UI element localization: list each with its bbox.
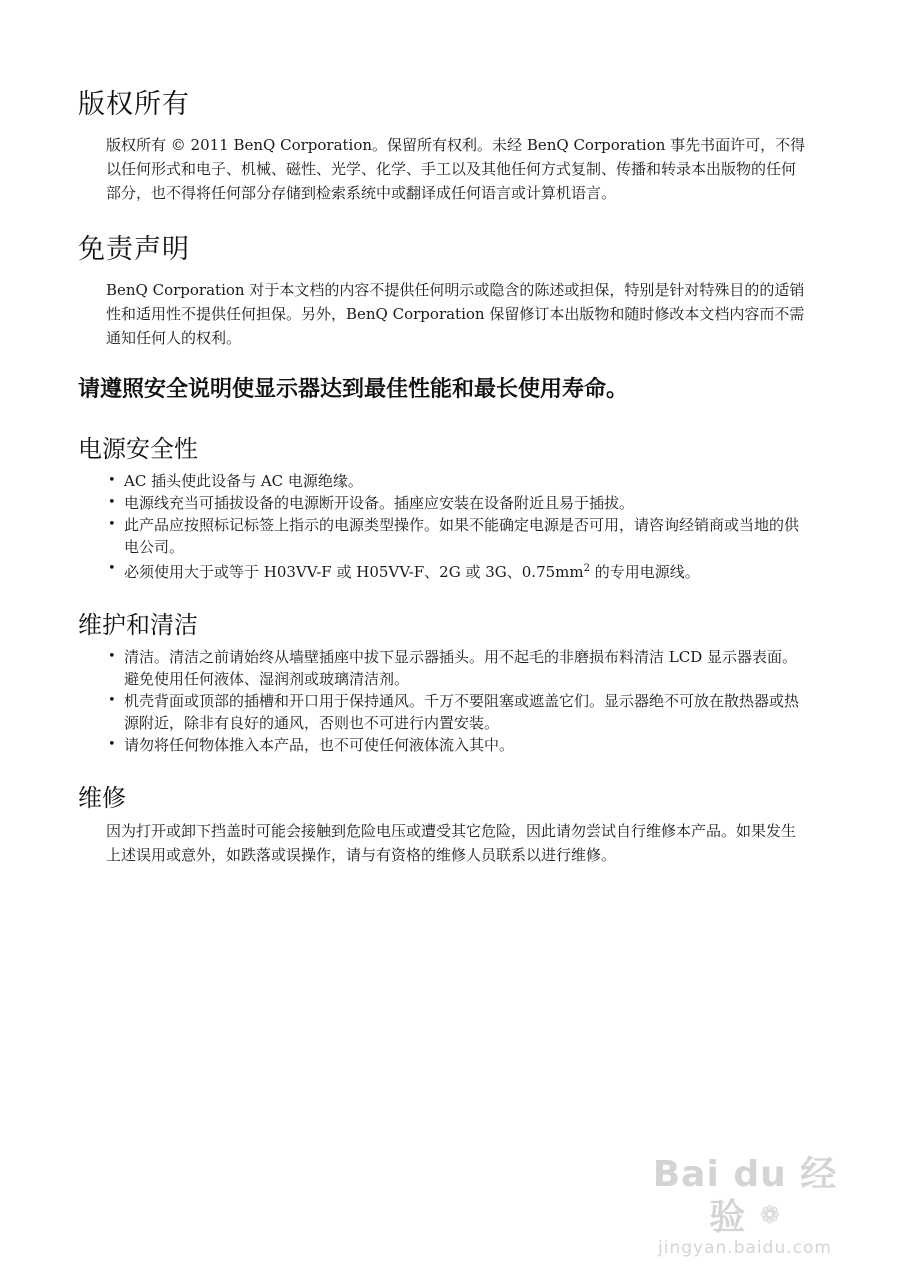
list-item: • 清洁。清洁之前请始终从墙壁插座中拔下显示器插头。用不起毛的非磨损布料清洁 LCD 显示器表面。避免使用任何液体、湿润剂或玻璃清洁剂。 xyxy=(108,646,808,690)
baidu-watermark xyxy=(640,1155,850,1258)
watermark-url: jingyan.baidu.com xyxy=(658,1238,832,1258)
document-page xyxy=(78,82,818,889)
watermark-logo-text: Bai du 经验 xyxy=(652,1154,838,1238)
list-item: • 机壳背面或顶部的插槽和开口用于保持通风。千万不要阻塞或遮盖它们。显示器绝不可放在散热器或热源附近，除非有良好的通风，否则也不可进行内置安装。 xyxy=(108,690,808,734)
paw-icon: ❁ xyxy=(759,1201,781,1229)
list-item: • AC 插头使此设备与 AC 电源绝缘。 xyxy=(108,470,808,492)
copyright-title: 版权所有 xyxy=(78,89,190,120)
list-item: • 请勿将任何物体推入本产品，也不可使任何液体流入其中。 xyxy=(108,734,808,756)
maintenance-list xyxy=(108,646,808,756)
copyright-body: 版权所有 © 2011 BenQ Corporation。保留所有权利。未经 BenQ Corporation 事先书面许可，不得以任何形式和电子、机械、磁性、光学、化学、手工以及其他任何方式复制、传播和转录本出版物的任何部分，也不得将任何部分存储到检索系统中或翻译成任何语言或计算机语言。 xyxy=(106,136,806,202)
list-item-text: 的专用电源线。 xyxy=(589,563,700,581)
repair-title: 维修 xyxy=(78,784,126,812)
superscript: 2 xyxy=(583,563,590,574)
power-safety-list xyxy=(108,470,808,583)
safety-intro: 请遵照安全说明使显示器达到最佳性能和最长使用寿命。 xyxy=(78,377,629,402)
disclaimer-title: 免责声明 xyxy=(78,234,190,265)
watermark-logo xyxy=(640,1155,850,1238)
list-item xyxy=(108,558,808,583)
list-item: • 此产品应按照标记标签上指示的电源类型操作。如果不能确定电源是否可用，请咨询经销商或当地的供电公司。 xyxy=(108,514,808,558)
repair-body: 因为打开或卸下挡盖时可能会接触到危险电压或遭受其它危险，因此请勿尝试自行维修本产品。如果发生上述误用或意外，如跌落或误操作，请与有资格的维修人员联系以进行维修。 xyxy=(106,822,797,864)
disclaimer-body: BenQ Corporation 对于本文档的内容不提供任何明示或隐含的陈述或担保，特别是针对特殊目的的适销性和适用性不提供任何担保。另外，BenQ Corporation 保留修订本出版物和随时修改本文档内容而不需通知任何人的权利。 xyxy=(106,281,805,347)
power-safety-title: 电源安全性 xyxy=(78,435,198,463)
list-item-text: 必须使用大于或等于 H03VV-F 或 H05VV-F、2G 或 3G、0.75mm xyxy=(124,563,584,581)
maintenance-title: 维护和清洁 xyxy=(78,611,198,639)
list-item: • 电源线充当可插拔设备的电源断开设备。插座应安装在设备附近且易于插拔。 xyxy=(108,492,808,514)
